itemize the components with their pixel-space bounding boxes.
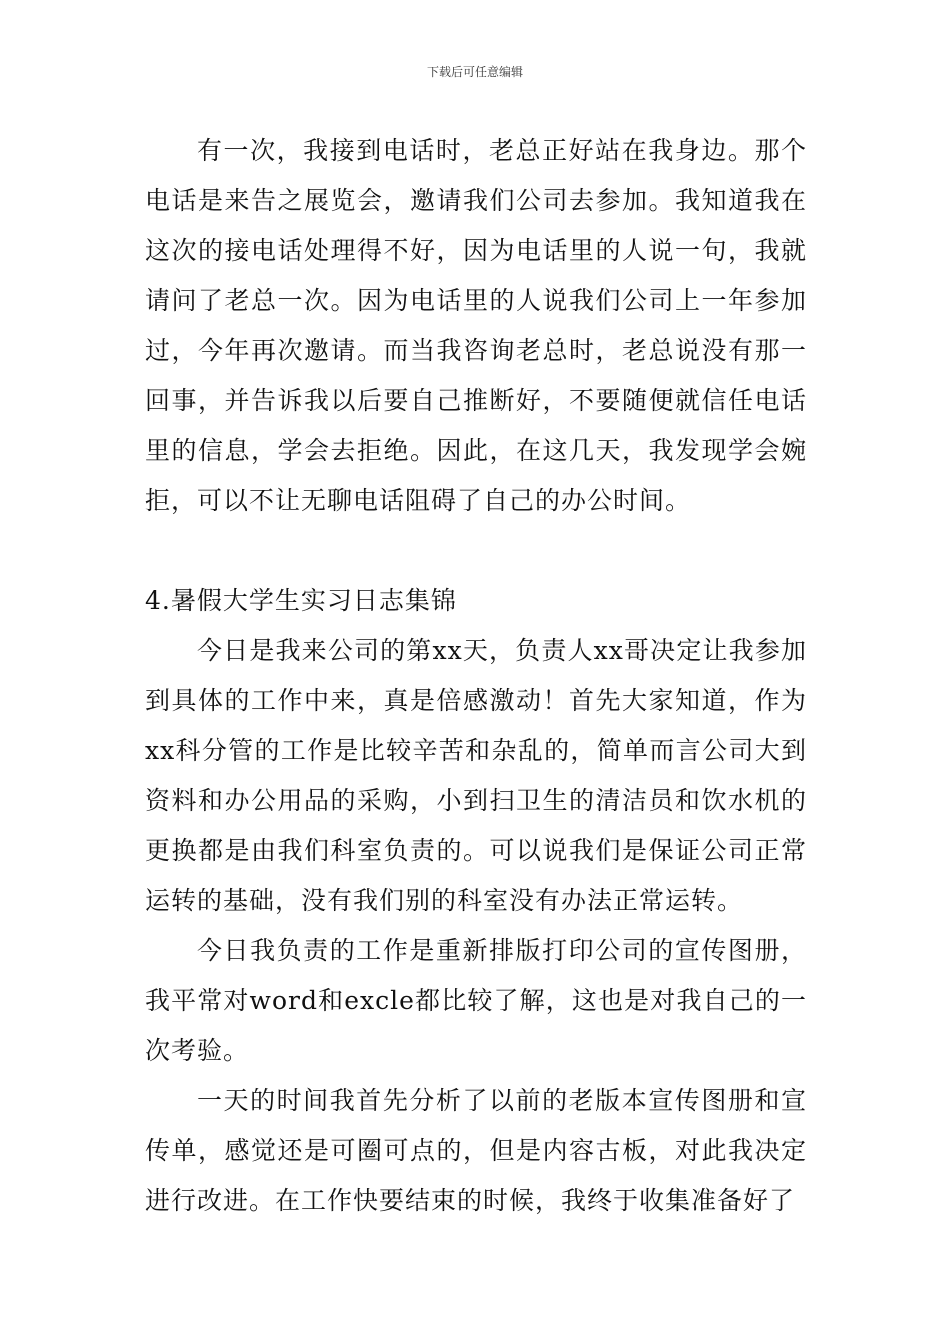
paragraph-first-day: 今日是我来公司的第xx天，负责人xx哥决定让我参加到具体的工作中来，真是倍感激动！首先大家知道，作为xx科分管的工作是比较辛苦和杂乱的，简单而言公司大到资料和办公用品的采购，小到扫卫生的清洁员和饮水机的更换都是由我们科室负责的。可以说我们是保证公司正常运转的基础，没有我们别的科室没有办法正常运转。 [145, 636, 807, 915]
page-header-note: 下载后可任意编辑 [426, 65, 523, 79]
document-body [145, 126, 807, 1226]
paragraph-phone-call: 有一次，我接到电话时，老总正好站在我身边。那个电话是来告之展览会，邀请我们公司去参加。我知道我在这次的接电话处理得不好，因为电话里的人说一句，我就请问了老总一次。因为电话里的人说我们公司上一年参加过，今年再次邀请。而当我咨询老总时，老总说没有那一回事，并告诉我以后要自己推断好，不要随便就信任电话里的信息，学会去拒绝。因此，在这几天，我发现学会婉拒，可以不让无聊电话阻碍了自己的办公时间。 [145, 136, 807, 515]
paragraph-analysis: 一天的时间我首先分析了以前的老版本宣传图册和宣传单，感觉还是可圈可点的，但是内容古板，对此我决定进行改进。在工作快要结束的时候，我终于收集准备好了 [145, 1086, 807, 1215]
section-heading: 4.暑假大学生实习日志集锦 [145, 586, 457, 615]
paragraph-brochure-task: 今日我负责的工作是重新排版打印公司的宣传图册，我平常对word和excle都比较了解，这也是对我自己的一次考验。 [145, 936, 807, 1065]
paragraph-spacer [145, 526, 807, 576]
